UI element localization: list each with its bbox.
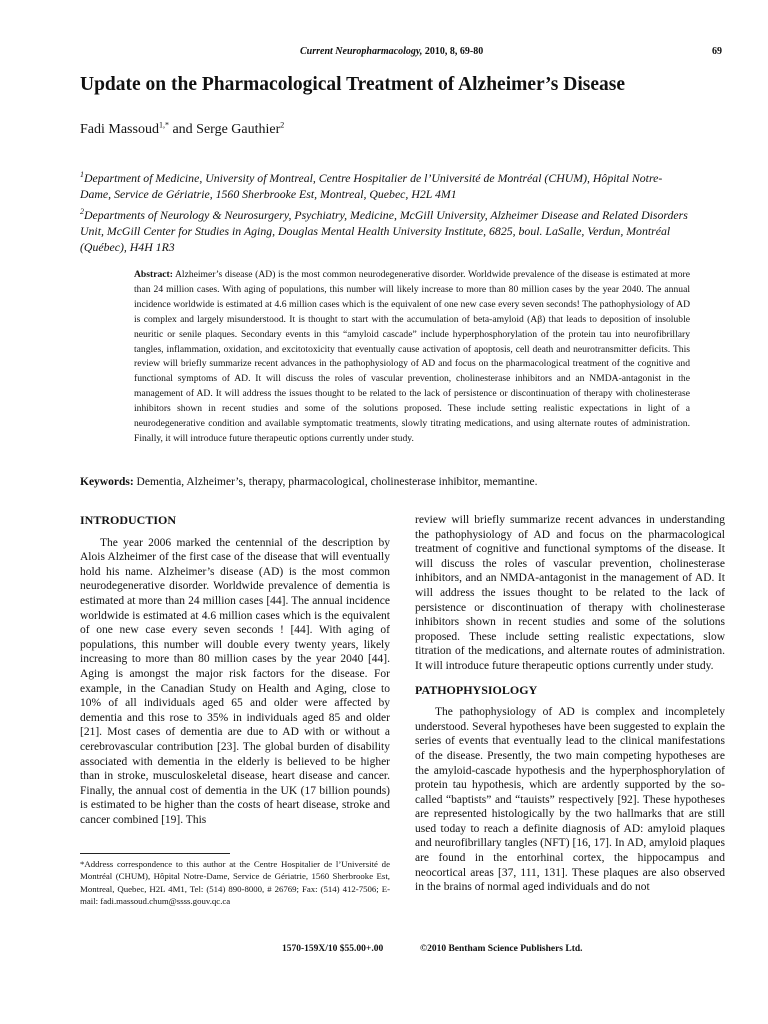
page-number: 69	[712, 46, 722, 57]
affiliation-1	[80, 170, 692, 202]
author-line	[80, 122, 284, 138]
author-1: Fadi Massoud	[80, 122, 159, 137]
author-1-sup: 1,*	[158, 120, 169, 130]
footer-copyright: ©2010 Bentham Science Publishers Ltd.	[420, 944, 583, 954]
pathophysiology-paragraph: The pathophysiology of AD is complex and incompletely understood. Several hypotheses have been suggested to explain the series of events that eventually lead to the clinical manifestations of the disease. Presently, the two main competing hypotheses are the amyloid-cascade hypothesis and the hyperphosphorylation of protein tau hypothesis, which are ardently supported by the so-called “baptists” and “tauists” respectively [92]. These hypotheses are represented histologically by the two hallmarks that are still used today to reach a definite diagnosis of AD: amyloid plaques and neurofibrillary tangles (NFT) [16, 17]. In AD, amyloid plaques are found in the entorhinal cortex, the hippocampus and neocortical areas [37, 111, 131]. These plaques are also observed in the brains of normal aged individuals and do not	[415, 706, 725, 894]
abstract-text: Alzheimer’s disease (AD) is the most common neurodegenerative disorder. Worldwide prevalence of the disease is estimated at more than 24 million cases. With aging of populations, this number will likely increase to more than 80 million cases by the year 2040. The annual incidence worldwide is estimated at 4.6 million cases which is the equivalent of one new case every seven seconds! The pathophysiology of AD is complex and largely misunderstood. It is thought to start with the accumulation of beta-amyloid (Aβ) that leads to deposition of insoluble neuritic or senile plaques. Secondary events in this “amyloid cascade” include hyperphosphorylation of the protein tau into neurofibrillary tangles, inflammation, oxidation, and excitotoxicity that eventually cause activation of apoptosis, cell death and neurotransmitter deficits. This review will briefly summarize recent advances in the pathophysiology of AD and focus on the pharmacological treatment of the cognitive and functional symptoms of AD. It will discuss the roles of vascular prevention, cholinesterase inhibitors and an NMDA-antagonist in the management of AD. It will address the issues thought to be related to the lack of persistence or discontinuation of therapy with cholinesterase inhibitors shown in recent studies and some of the solutions proposed. These include setting realistic expectations in light of a neurodegenerative condition and available symptomatic treatments, slowly titrating medications, and using alternate routes of administration. Finally, it will introduce future therapeutic options currently under study.	[134, 269, 690, 444]
affiliation-1-text: Department of Medicine, University of Montreal, Centre Hospitalier de l’Université de Montréal (CHUM), Hôpital Notre-Dame, Service de Gériatrie, 1560 Sherbrooke Est, Montreal, Quebec, H2L 4M1	[80, 171, 663, 201]
right-column	[415, 513, 725, 895]
keywords-label: Keywords:	[80, 476, 134, 488]
introduction-paragraph: The year 2006 marked the centennial of the description by Alois Alzheimer of the first case of the disease that will eventually hold his name. Alzheimer’s disease (AD) is the most common neurodegenerative disorder. Worldwide prevalence of dementia is estimated at more than 24 million cases [44]. The annual incidence worldwide is estimated at 4.6 million cases which is the equivalent of one new case every seven seconds ! [44]. With aging of populations, this number will double every twenty years, likely increasing to more than 80 million cases by the year 2040 [44]. Aging is amongst the major risk factors for the disease. For example, in the Canadian Study on Health and Aging, close to 10% of all individuals aged 65 and older were affected by dementia and this rose to 35% in individuals aged 85 and older [21]. Most cases of dementia are due to AD with or without a cerebrovascular contribution [23]. The global burden of disability associated with dementia in the elderly is believed to be higher than in stroke, musculoskeletal disease, heart disease and cancer. Finally, the annual cost of dementia in the UK (17 billion pounds) is estimated to be higher than the costs of heart disease, stroke and cancer combined [19]. This	[80, 536, 390, 826]
volume-pages: 2010, 8, 69-80	[424, 46, 484, 57]
affiliation-1-sup: 1	[80, 170, 84, 180]
left-column	[80, 513, 390, 827]
affiliation-2	[80, 207, 692, 255]
abstract	[134, 268, 690, 447]
footer-issn: 1570-159X/10 $55.00+.00	[282, 944, 384, 954]
journal-name: Current Neuropharmacology,	[300, 46, 423, 57]
introduction-heading: INTRODUCTION	[80, 513, 177, 527]
introduction-continuation: review will briefly summarize recent advances in understanding the pathophysiology of AD and focus on the pharmacological treatment of cognitive and functional symptoms of the disease. It will discuss the roles of vascular prevention, cholinesterase inhibitors, and an NMDA-antagonist in the management of AD. It will address the issues thought to be related to the lack of persistence or discontinuation of therapy with cholinesterase inhibitors shown in recent studies and some of the solutions proposed. These include setting realistic expectations, slow titration of the medications, and alternate routes of administration. It will introduce future therapeutic options currently under study.	[415, 514, 725, 672]
keywords	[80, 476, 700, 488]
author-joiner: and Serge Gauthier	[168, 122, 281, 137]
pathophysiology-heading: PATHOPHYSIOLOGY	[415, 682, 538, 697]
affiliation-2-sup: 2	[80, 207, 84, 217]
correspondence-footnote: *Address correspondence to this author at the Centre Hospitalier de l’Université de Montréal (CHUM), Hôpital Notre-Dame, Service de Gériatrie, 1560 Sherbrooke Est, Montreal, Quebec, H2L 4M1, Tel: (514) 890-8000, # 26769; Fax: (514) 412-7506; E-mail: fadi.massoud.chum@ssss.gouv.qc.ca	[80, 859, 390, 907]
abstract-label: Abstract:	[134, 269, 173, 280]
article-title: Update on the Pharmacological Treatment of Alzheimer’s Disease	[80, 74, 625, 95]
keywords-text: Dementia, Alzheimer’s, therapy, pharmacological, cholinesterase inhibitor, memantine.	[136, 476, 538, 488]
author-2-sup: 2	[280, 120, 285, 130]
running-head	[300, 46, 483, 57]
footnote-rule	[80, 853, 230, 854]
affiliation-2-text: Departments of Neurology & Neurosurgery, Psychiatry, Medicine, McGill University, Alzheimer Disease and Related Disorders Unit, McGill Center for Studies in Aging, Douglas Mental Health University Institute, 6825, boul. LaSalle, Verdun, Montréal (Québec), H4H 1R3	[80, 208, 688, 254]
